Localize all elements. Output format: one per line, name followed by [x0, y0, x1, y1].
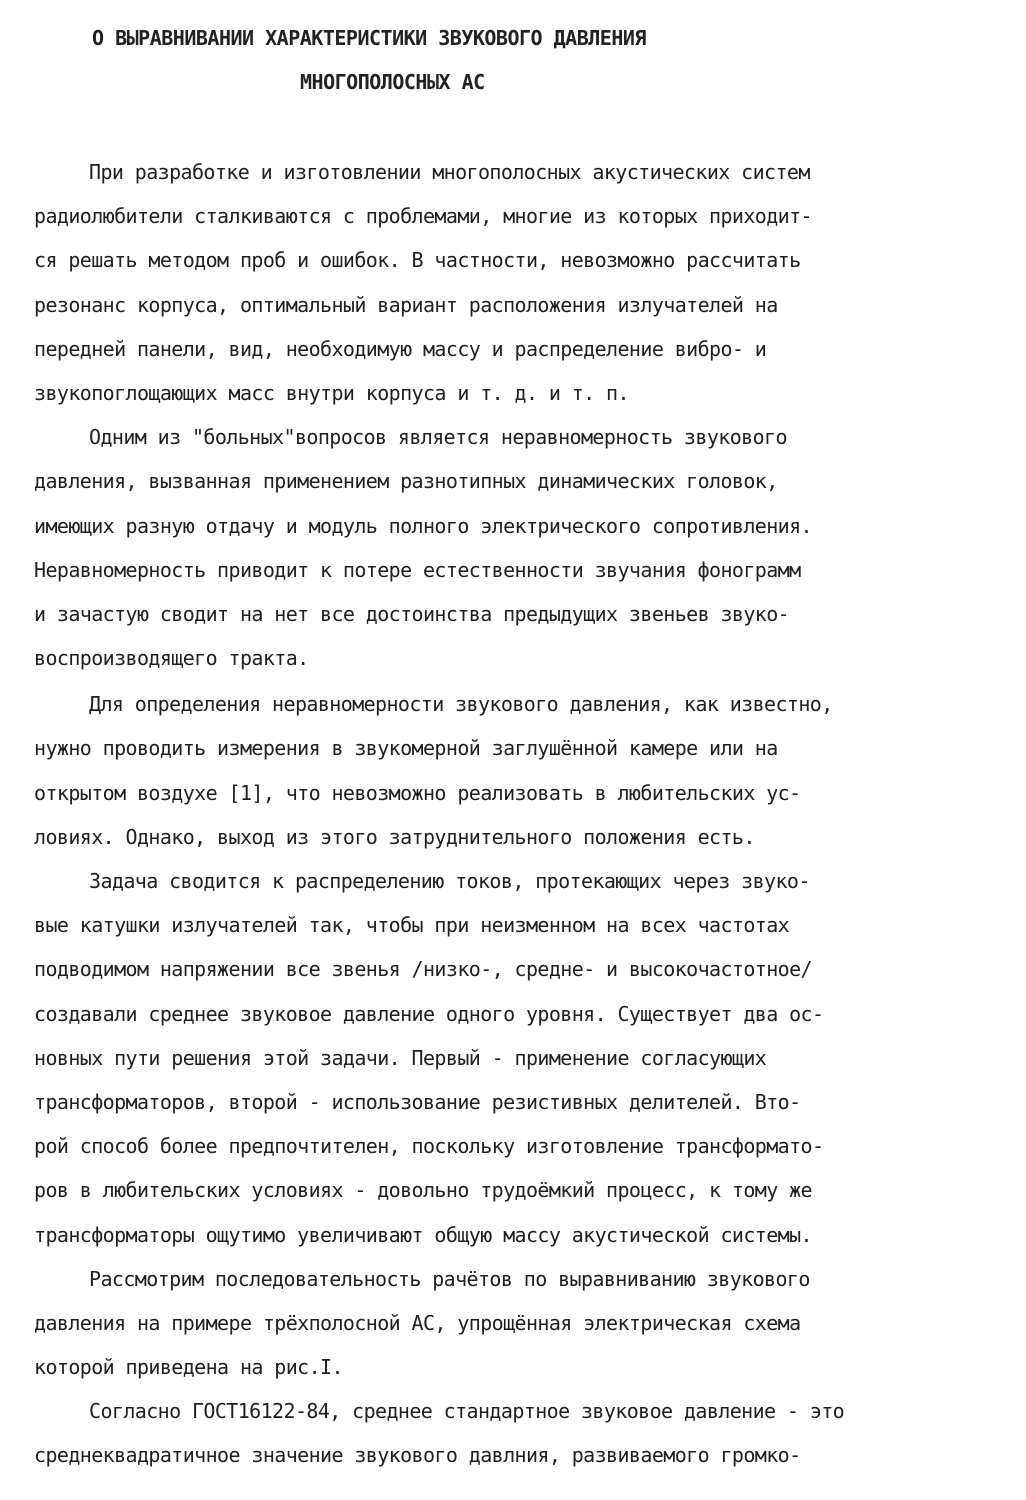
text-line: вые катушки излучателей так, чтобы при неизменном на всех частотах: [34, 913, 790, 938]
text-line: новных пути решения этой задачи. Первый - применение согласующих: [34, 1045, 767, 1070]
paragraph-5: [34, 1257, 1009, 1390]
text-line: давления, вызванная применением разнотипных динамических головок,: [34, 469, 778, 494]
text-line: давления на примере трёхполосной АС, упрощённая электрическая схема: [34, 1310, 801, 1335]
text-line: ловиях. Однако, выход из этого затруднительного положения есть.: [34, 824, 755, 849]
text-line: При разработке и изготовлении многополосных акустических систем: [89, 160, 810, 184]
text-line: которой приведена на рис.I.: [34, 1355, 343, 1380]
paragraph-4: [34, 859, 1009, 1257]
paragraph-6: [34, 1389, 1009, 1477]
text-line: резонанс корпуса, оптимальный вариант расположения излучателей на: [34, 292, 778, 317]
text-line: создавали среднее звуковое давление одного уровня. Существует два ос-: [34, 1001, 824, 1026]
text-line: ров в любительских условиях - довольно трудоёмкий процесс, к тому же: [34, 1178, 812, 1203]
text-line: ся решать методом проб и ошибок. В частности, невозможно рассчитать: [34, 248, 801, 273]
text-line: трансформаторов, второй - использование резистивных делителей. Вто-: [34, 1089, 801, 1114]
text-line: радиолюбители сталкиваются с проблемами, многие из которых приходит-: [34, 204, 812, 229]
text-line: Неравномерность приводит к потере естественности звучания фонограмм: [34, 557, 801, 582]
text-line: Согласно ГОСТ16122-84, среднее стандартное звуковое давление - это: [89, 1399, 845, 1424]
document-body: [34, 150, 1009, 1478]
paragraph-3: [34, 682, 1009, 859]
text-line: имеющих разную отдачу и модуль полного электрического сопротивления.: [34, 513, 812, 538]
text-line: рой способ более предпочтителен, поскольку изготовление трансформато-: [34, 1134, 824, 1159]
text-line: Задача сводится к распределению токов, протекающих через звуко-: [89, 869, 810, 893]
text-line: трансформаторы ощутимо увеличивают общую массу акустической системы.: [34, 1222, 812, 1247]
paragraph-2: [34, 415, 1009, 680]
paragraph-1: [34, 150, 1009, 415]
document-title-line-1: О ВЫРАВНИВАНИИ ХАРАКТЕРИСТИКИ ЗВУКОВОГО ДАВЛЕНИЯ: [92, 26, 646, 50]
text-line: Рассмотрим последовательность рачётов по выравниванию звукового: [89, 1266, 810, 1291]
text-line: нужно проводить измерения в звукомерной заглушённой камере или на: [34, 736, 778, 761]
text-line: Одним из "больных"вопросов является неравномерность звукового: [89, 425, 787, 450]
text-line: звукопоглощающих масс внутри корпуса и т. д. и т. п.: [34, 380, 629, 405]
text-line: и зачастую сводит на нет все достоинства предыдущих звеньев звуко-: [34, 601, 790, 626]
text-line: подводимом напряжении все звенья /низко-, средне- и высокочастотное/: [34, 957, 812, 982]
text-line: воспроизводящего тракта.: [34, 646, 309, 671]
text-line: открытом воздухе [1], что невозможно реализовать в любительских ус-: [34, 780, 801, 805]
text-line: передней панели, вид, необходимую массу и распределение вибро- и: [34, 336, 767, 361]
document-title-line-2: МНОГОПОЛОСНЫХ АС: [300, 70, 485, 94]
text-line: Для определения неравномерности звукового давления, как известно,: [89, 692, 833, 717]
text-line: среднеквадратичное значение звукового давлния, развиваемого громко-: [34, 1443, 801, 1468]
